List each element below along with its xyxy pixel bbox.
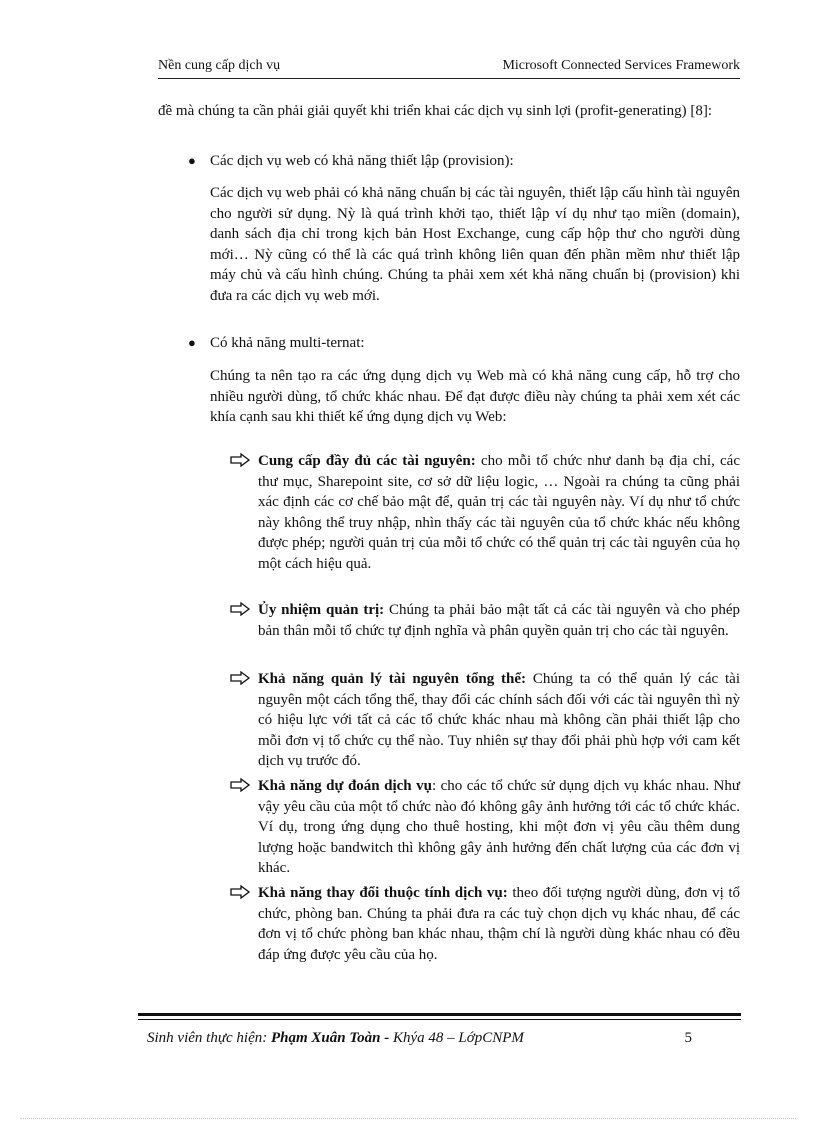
sub-item-term: Cung cấp đầy đủ các tài nguyên: <box>258 453 476 469</box>
page-edge-divider <box>20 1118 796 1119</box>
footer-prefix: Sinh viên thực hiện: <box>147 1030 271 1046</box>
bullet-body: Chúng ta nên tạo ra các ứng dụng dịch vụ Web mà có khả năng cung cấp, hỗ trợ cho nhiều người dùng, tổ chức khác nhau. Để đạt được điều này chúng ta phải xem xét các khía cạnh sau khi thiết kế ứng dụng dịch vụ Web: <box>210 368 740 425</box>
sub-item-term: Khả năng dự đoán dịch vụ <box>258 778 432 794</box>
sub-item <box>258 600 740 641</box>
pointing-hand-icon <box>230 778 250 792</box>
intro-paragraph: đề mà chúng ta cần phải giải quyết khi triển khai các dịch vụ sinh lợi (profit-generating) [8]: <box>158 103 712 119</box>
pointing-hand-icon <box>230 453 250 467</box>
footer-class: Khýa 48 – LớpCNPM <box>389 1030 524 1046</box>
footer-divider-thin <box>138 1019 741 1020</box>
bullet-item <box>188 151 740 172</box>
bullet-dot-icon: ● <box>188 153 196 168</box>
sub-item-text: Chúng ta có thể quản lý các tài nguyên một cách tổng thể, thay đổi các chính sách đối với các tài nguyên thì nỳ có hiệu lực với tất cả các tổ chức khác nhau mà không cần phải thiết lập cho mỗi đơn vị tổ chức cụ thể nào. Tuy nhiên sự thay đổi phải phù hợp với cam kết dịch vụ trước đó. <box>258 671 740 769</box>
sub-item <box>258 451 740 574</box>
sub-item-text: cho mỗi tổ chức như danh bạ địa chỉ, các thư mục, Sharepoint site, cơ sở dữ liệu logic, … Ngoài ra chúng ta cũng phải xác định các cơ chế bảo mật để, quản trị các tài nguyên này. Ví dụ như tổ chức này không thể truy nhập, nhìn thấy các tài nguyên của tổ chức khác nếu không được phép; người quản trị của mỗi tổ chức có thể quản trị các tài nguyên của họ một cách hiệu quả. <box>258 453 740 572</box>
footer-divider-thick <box>138 1013 741 1016</box>
bullet-dot-icon: ● <box>188 335 196 350</box>
page-number: 5 <box>684 1030 692 1046</box>
pointing-hand-icon <box>230 671 250 685</box>
bullet-title: Các dịch vụ web có khả năng thiết lập (provision): <box>210 153 514 169</box>
sub-item-text: : cho các tổ chức sử dụng dịch vụ khác nhau. Như vậy yêu cầu của một tổ chức nào đó không gây ảnh hưởng tới các tổ chức khác. Ví dụ, trong ứng dụng cho thuê hosting, khi một đơn vị yêu cầu thêm dung lượng hoặc bandwitch thì không gây ảnh hưởng đến chất lượng của các đơn vị khác. <box>258 778 741 876</box>
sub-item-term: Khả năng thay đổi thuộc tính dịch vụ: <box>258 885 508 901</box>
pointing-hand-icon <box>230 885 250 899</box>
pointing-hand-icon <box>230 602 250 616</box>
sub-item-term: Khả năng quản lý tài nguyên tổng thể: <box>258 671 527 687</box>
sub-item <box>258 883 740 965</box>
sub-item-term: Ủy nhiệm quản trị: <box>258 602 385 618</box>
bullet-title: Có khả năng multi-ternat: <box>210 335 365 351</box>
sub-item-text: Chúng ta phải bảo mật tất cả các tài nguyên và cho phép bản thân mỗi tổ chức tự định nghĩa và phân quyền quản trị cho các tài nguyên. <box>258 602 740 639</box>
header-title-left: Nền cung cấp dịch vụ <box>158 58 281 73</box>
page-footer <box>147 1030 692 1047</box>
sub-item <box>258 776 740 879</box>
bullet-body: Các dịch vụ web phải có khả năng chuẩn bị các tài nguyên, thiết lập cấu hình tài nguyên cho người sử dụng. Nỳ là quá trình khởi tạo, thiết lập ví dụ như tạo miền (domain), danh sách địa chỉ trong kịch bản Host Exchange, cung cấp hộp thư cho người dùng mới… Nỳ cũng có thể là các quá trình không liên quan đến phần mềm như thiết lập máy chủ và cấu hình chúng. Chúng ta phải xem xét khả năng chuẩn bị (provision) khi đưa ra các dịch vụ web mới. <box>210 185 740 304</box>
header-title-right: Microsoft Connected Services Framework <box>502 58 740 73</box>
footer-author: Phạm Xuân Toàn - <box>270 1030 390 1046</box>
bullet-item <box>188 333 740 354</box>
sub-item-text: theo đối tượng người dùng, đơn vị tổ chức, phòng ban. Chúng ta phải đưa ra các tuỳ chọn dịch vụ khác nhau, để các đơn vị tổ chức phòng ban khác nhau, thậm chí là người dùng khác nhau có đều đáp ứng được yêu cầu của họ. <box>258 885 741 963</box>
page-header <box>158 58 740 79</box>
sub-item <box>258 669 740 772</box>
